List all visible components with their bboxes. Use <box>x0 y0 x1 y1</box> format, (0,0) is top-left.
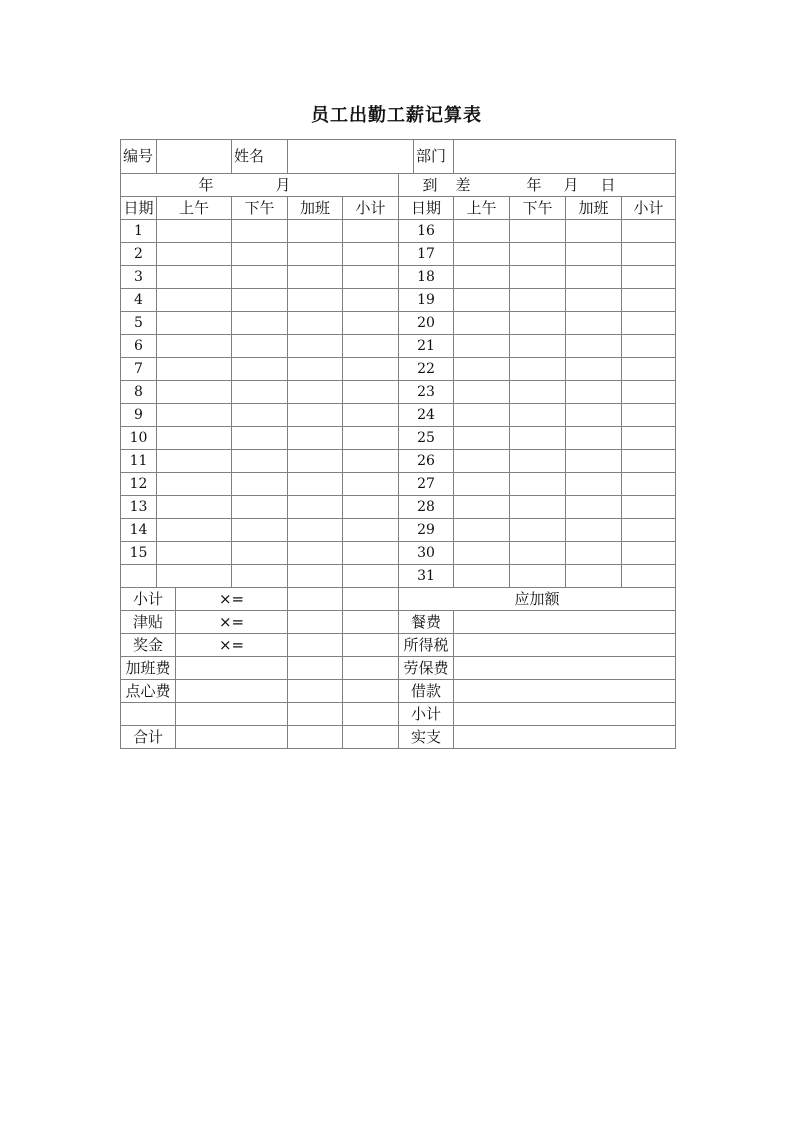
afternoon-cell[interactable] <box>510 450 566 473</box>
subtotal-cell[interactable] <box>343 450 399 473</box>
deduction-label: 小计 <box>399 703 454 726</box>
morning-cell[interactable] <box>157 427 232 450</box>
subtotal-cell[interactable] <box>622 519 676 542</box>
subtotal-cell[interactable] <box>343 289 399 312</box>
morning-cell[interactable] <box>454 220 510 243</box>
subtotal-cell[interactable] <box>622 358 676 381</box>
overtime-cell[interactable] <box>288 542 343 565</box>
summary-formula[interactable] <box>176 680 288 703</box>
subtotal-cell[interactable] <box>343 565 399 588</box>
deduction-value[interactable] <box>454 703 676 726</box>
summary-value[interactable] <box>288 611 343 634</box>
summary-row <box>121 588 676 611</box>
summary-row <box>121 726 676 749</box>
name-field[interactable] <box>288 140 414 174</box>
table-row <box>121 289 676 312</box>
subtotal-cell[interactable] <box>343 381 399 404</box>
morning-cell[interactable] <box>454 496 510 519</box>
morning-cell[interactable] <box>454 450 510 473</box>
subtotal-cell[interactable] <box>343 358 399 381</box>
day-number: 14 <box>121 519 157 542</box>
summary-row <box>121 703 676 726</box>
gap-label: 差 <box>455 175 471 194</box>
day-number: 19 <box>399 289 454 312</box>
afternoon-cell[interactable] <box>510 243 566 266</box>
morning-cell[interactable] <box>157 266 232 289</box>
summary-extra[interactable] <box>343 588 399 611</box>
day-number: 20 <box>399 312 454 335</box>
day-number: 12 <box>121 473 157 496</box>
summary-row <box>121 657 676 680</box>
day-number: 8 <box>121 381 157 404</box>
col-overtime-left: 加班 <box>288 197 343 220</box>
morning-cell[interactable] <box>454 266 510 289</box>
morning-cell[interactable] <box>157 565 232 588</box>
day-number: 9 <box>121 404 157 427</box>
morning-cell[interactable] <box>157 519 232 542</box>
summary-formula[interactable] <box>176 657 288 680</box>
col-overtime-right: 加班 <box>566 197 622 220</box>
afternoon-cell[interactable] <box>232 289 288 312</box>
dept-label: 部门 <box>414 140 454 174</box>
to-day-label: 日 <box>600 175 616 194</box>
table-row <box>121 404 676 427</box>
morning-cell[interactable] <box>157 289 232 312</box>
day-number: 3 <box>121 266 157 289</box>
subtotal-cell[interactable] <box>622 496 676 519</box>
deduction-label: 所得税 <box>399 634 454 657</box>
period-to[interactable] <box>399 174 676 197</box>
subtotal-cell[interactable] <box>622 220 676 243</box>
morning-cell[interactable] <box>157 473 232 496</box>
subtotal-cell[interactable] <box>343 243 399 266</box>
deduction-value[interactable] <box>454 634 676 657</box>
summary-extra[interactable] <box>343 657 399 680</box>
overtime-cell[interactable] <box>566 404 622 427</box>
afternoon-cell[interactable] <box>232 519 288 542</box>
overtime-cell[interactable] <box>566 312 622 335</box>
day-number: 6 <box>121 335 157 358</box>
overtime-cell[interactable] <box>566 450 622 473</box>
overtime-cell[interactable] <box>566 358 622 381</box>
deductions-header: 应加额 <box>399 588 676 611</box>
summary-value[interactable] <box>288 657 343 680</box>
afternoon-cell[interactable] <box>232 404 288 427</box>
summary-row <box>121 634 676 657</box>
afternoon-cell[interactable] <box>232 450 288 473</box>
deduction-label: 实支 <box>399 726 454 749</box>
day-number: 5 <box>121 312 157 335</box>
col-morning-left: 上午 <box>157 197 232 220</box>
overtime-cell[interactable] <box>288 473 343 496</box>
table-row <box>121 312 676 335</box>
subtotal-cell[interactable] <box>622 266 676 289</box>
overtime-cell[interactable] <box>288 427 343 450</box>
table-row <box>121 266 676 289</box>
morning-cell[interactable] <box>454 358 510 381</box>
afternoon-cell[interactable] <box>232 335 288 358</box>
overtime-cell[interactable] <box>566 243 622 266</box>
morning-cell[interactable] <box>157 312 232 335</box>
afternoon-cell[interactable] <box>232 243 288 266</box>
day-number: 11 <box>121 450 157 473</box>
overtime-cell[interactable] <box>288 243 343 266</box>
overtime-cell[interactable] <box>288 335 343 358</box>
to-month-label: 月 <box>563 175 579 194</box>
overtime-cell[interactable] <box>288 289 343 312</box>
day-number: 18 <box>399 266 454 289</box>
overtime-cell[interactable] <box>566 427 622 450</box>
morning-cell[interactable] <box>454 404 510 427</box>
id-field[interactable] <box>157 140 232 174</box>
subtotal-cell[interactable] <box>343 427 399 450</box>
summary-formula[interactable] <box>176 703 288 726</box>
morning-cell[interactable] <box>454 289 510 312</box>
subtotal-cell[interactable] <box>343 220 399 243</box>
subtotal-cell[interactable] <box>343 473 399 496</box>
table-row <box>121 565 676 588</box>
summary-formula[interactable]: ×= <box>176 588 288 611</box>
day-number: 27 <box>399 473 454 496</box>
col-afternoon-left: 下午 <box>232 197 288 220</box>
overtime-cell[interactable] <box>566 473 622 496</box>
day-number: 24 <box>399 404 454 427</box>
afternoon-cell[interactable] <box>232 220 288 243</box>
deduction-value[interactable] <box>454 657 676 680</box>
day-number: 13 <box>121 496 157 519</box>
subtotal-cell[interactable] <box>343 266 399 289</box>
table-row <box>121 473 676 496</box>
table-row <box>121 381 676 404</box>
afternoon-cell[interactable] <box>232 427 288 450</box>
summary-row <box>121 611 676 634</box>
afternoon-cell[interactable] <box>232 496 288 519</box>
morning-cell[interactable] <box>454 542 510 565</box>
overtime-cell[interactable] <box>288 496 343 519</box>
to-year-label: 年 <box>526 175 542 194</box>
overtime-cell[interactable] <box>566 266 622 289</box>
subtotal-cell[interactable] <box>622 473 676 496</box>
subtotal-cell[interactable] <box>343 496 399 519</box>
morning-cell[interactable] <box>157 496 232 519</box>
subtotal-cell[interactable] <box>622 243 676 266</box>
overtime-cell[interactable] <box>288 450 343 473</box>
morning-cell[interactable] <box>157 450 232 473</box>
table-row <box>121 335 676 358</box>
afternoon-cell[interactable] <box>510 312 566 335</box>
day-number: 17 <box>399 243 454 266</box>
morning-cell[interactable] <box>454 565 510 588</box>
deduction-label: 劳保费 <box>399 657 454 680</box>
day-number: 31 <box>399 565 454 588</box>
day-number: 26 <box>399 450 454 473</box>
day-number: 7 <box>121 358 157 381</box>
afternoon-cell[interactable] <box>510 473 566 496</box>
morning-cell[interactable] <box>454 427 510 450</box>
overtime-cell[interactable] <box>566 289 622 312</box>
day-number: 21 <box>399 335 454 358</box>
summary-value[interactable] <box>288 680 343 703</box>
afternoon-cell[interactable] <box>510 496 566 519</box>
afternoon-cell[interactable] <box>510 427 566 450</box>
overtime-cell[interactable] <box>288 220 343 243</box>
subtotal-cell[interactable] <box>622 542 676 565</box>
overtime-cell[interactable] <box>288 381 343 404</box>
table-row <box>121 519 676 542</box>
day-number: 2 <box>121 243 157 266</box>
deduction-value[interactable] <box>454 726 676 749</box>
day-number: 15 <box>121 542 157 565</box>
table-row <box>121 542 676 565</box>
summary-label: 合计 <box>121 726 176 749</box>
day-number: 29 <box>399 519 454 542</box>
col-subtotal-left: 小计 <box>343 197 399 220</box>
summary-label <box>121 703 176 726</box>
overtime-cell[interactable] <box>288 519 343 542</box>
col-subtotal-right: 小计 <box>622 197 676 220</box>
summary-extra[interactable] <box>343 634 399 657</box>
subtotal-cell[interactable] <box>622 289 676 312</box>
afternoon-cell[interactable] <box>232 381 288 404</box>
table-row <box>121 243 676 266</box>
period-row <box>121 174 676 197</box>
summary-value[interactable] <box>288 588 343 611</box>
summary-value[interactable] <box>288 703 343 726</box>
col-afternoon-right: 下午 <box>510 197 566 220</box>
deduction-value[interactable] <box>454 680 676 703</box>
subtotal-cell[interactable] <box>622 381 676 404</box>
col-morning-right: 上午 <box>454 197 510 220</box>
afternoon-cell[interactable] <box>510 266 566 289</box>
subtotal-cell[interactable] <box>343 335 399 358</box>
overtime-cell[interactable] <box>566 542 622 565</box>
to-label: 到 <box>422 175 438 194</box>
overtime-cell[interactable] <box>566 335 622 358</box>
col-date-left: 日期 <box>121 197 157 220</box>
subtotal-cell[interactable] <box>622 312 676 335</box>
table-row <box>121 427 676 450</box>
morning-cell[interactable] <box>157 358 232 381</box>
table-row <box>121 358 676 381</box>
table-row <box>121 450 676 473</box>
morning-cell[interactable] <box>454 335 510 358</box>
morning-cell[interactable] <box>454 243 510 266</box>
day-number: 22 <box>399 358 454 381</box>
dept-field[interactable] <box>454 140 676 174</box>
morning-cell[interactable] <box>157 220 232 243</box>
overtime-cell[interactable] <box>288 312 343 335</box>
payroll-table <box>120 139 676 749</box>
morning-cell[interactable] <box>454 381 510 404</box>
overtime-cell[interactable] <box>566 519 622 542</box>
summary-row <box>121 680 676 703</box>
afternoon-cell[interactable] <box>232 473 288 496</box>
summary-label: 奖金 <box>121 634 176 657</box>
morning-cell[interactable] <box>454 312 510 335</box>
overtime-cell[interactable] <box>288 404 343 427</box>
col-date-right: 日期 <box>399 197 454 220</box>
afternoon-cell[interactable] <box>232 565 288 588</box>
id-label: 编号 <box>121 140 157 174</box>
summary-value[interactable] <box>288 634 343 657</box>
info-row <box>121 140 676 174</box>
morning-cell[interactable] <box>454 519 510 542</box>
summary-label: 津贴 <box>121 611 176 634</box>
day-number: 4 <box>121 289 157 312</box>
afternoon-cell[interactable] <box>510 358 566 381</box>
day-number: 16 <box>399 220 454 243</box>
summary-extra[interactable] <box>343 726 399 749</box>
year-label: 年 <box>198 175 214 194</box>
summary-extra[interactable] <box>343 703 399 726</box>
afternoon-cell[interactable] <box>232 266 288 289</box>
day-number: 1 <box>121 220 157 243</box>
page-title: 员工出勤工薪记算表 <box>311 105 482 126</box>
deduction-label: 餐费 <box>399 611 454 634</box>
afternoon-cell[interactable] <box>232 312 288 335</box>
morning-cell[interactable] <box>157 404 232 427</box>
summary-value[interactable] <box>288 726 343 749</box>
morning-cell[interactable] <box>157 542 232 565</box>
overtime-cell[interactable] <box>288 266 343 289</box>
afternoon-cell[interactable] <box>510 565 566 588</box>
morning-cell[interactable] <box>157 243 232 266</box>
overtime-cell[interactable] <box>566 565 622 588</box>
summary-extra[interactable] <box>343 680 399 703</box>
day-number: 30 <box>399 542 454 565</box>
morning-cell[interactable] <box>454 473 510 496</box>
name-label: 姓名 <box>232 140 288 174</box>
afternoon-cell[interactable] <box>510 220 566 243</box>
afternoon-cell[interactable] <box>510 289 566 312</box>
day-number <box>121 565 157 588</box>
column-header-row <box>121 197 676 220</box>
day-number: 10 <box>121 427 157 450</box>
overtime-cell[interactable] <box>288 565 343 588</box>
deduction-label: 借款 <box>399 680 454 703</box>
morning-cell[interactable] <box>157 381 232 404</box>
subtotal-cell[interactable] <box>622 565 676 588</box>
subtotal-cell[interactable] <box>622 404 676 427</box>
summary-formula[interactable] <box>176 726 288 749</box>
overtime-cell[interactable] <box>288 358 343 381</box>
period-from[interactable] <box>121 174 399 197</box>
day-number: 25 <box>399 427 454 450</box>
subtotal-cell[interactable] <box>622 450 676 473</box>
subtotal-cell[interactable] <box>343 312 399 335</box>
day-number: 23 <box>399 381 454 404</box>
day-number: 28 <box>399 496 454 519</box>
summary-label: 点心费 <box>121 680 176 703</box>
subtotal-cell[interactable] <box>343 404 399 427</box>
month-label: 月 <box>275 175 291 194</box>
subtotal-cell[interactable] <box>343 542 399 565</box>
subtotal-cell[interactable] <box>343 519 399 542</box>
afternoon-cell[interactable] <box>510 404 566 427</box>
summary-label: 加班费 <box>121 657 176 680</box>
overtime-cell[interactable] <box>566 381 622 404</box>
afternoon-cell[interactable] <box>510 519 566 542</box>
summary-label: 小计 <box>121 588 176 611</box>
afternoon-cell[interactable] <box>510 335 566 358</box>
subtotal-cell[interactable] <box>622 427 676 450</box>
afternoon-cell[interactable] <box>510 542 566 565</box>
table-row <box>121 220 676 243</box>
summary-formula[interactable]: ×= <box>176 634 288 657</box>
summary-formula[interactable]: ×= <box>176 611 288 634</box>
subtotal-cell[interactable] <box>622 335 676 358</box>
afternoon-cell[interactable] <box>510 381 566 404</box>
table-row <box>121 496 676 519</box>
morning-cell[interactable] <box>157 335 232 358</box>
summary-extra[interactable] <box>343 611 399 634</box>
deduction-value[interactable] <box>454 611 676 634</box>
afternoon-cell[interactable] <box>232 358 288 381</box>
afternoon-cell[interactable] <box>232 542 288 565</box>
overtime-cell[interactable] <box>566 220 622 243</box>
overtime-cell[interactable] <box>566 496 622 519</box>
